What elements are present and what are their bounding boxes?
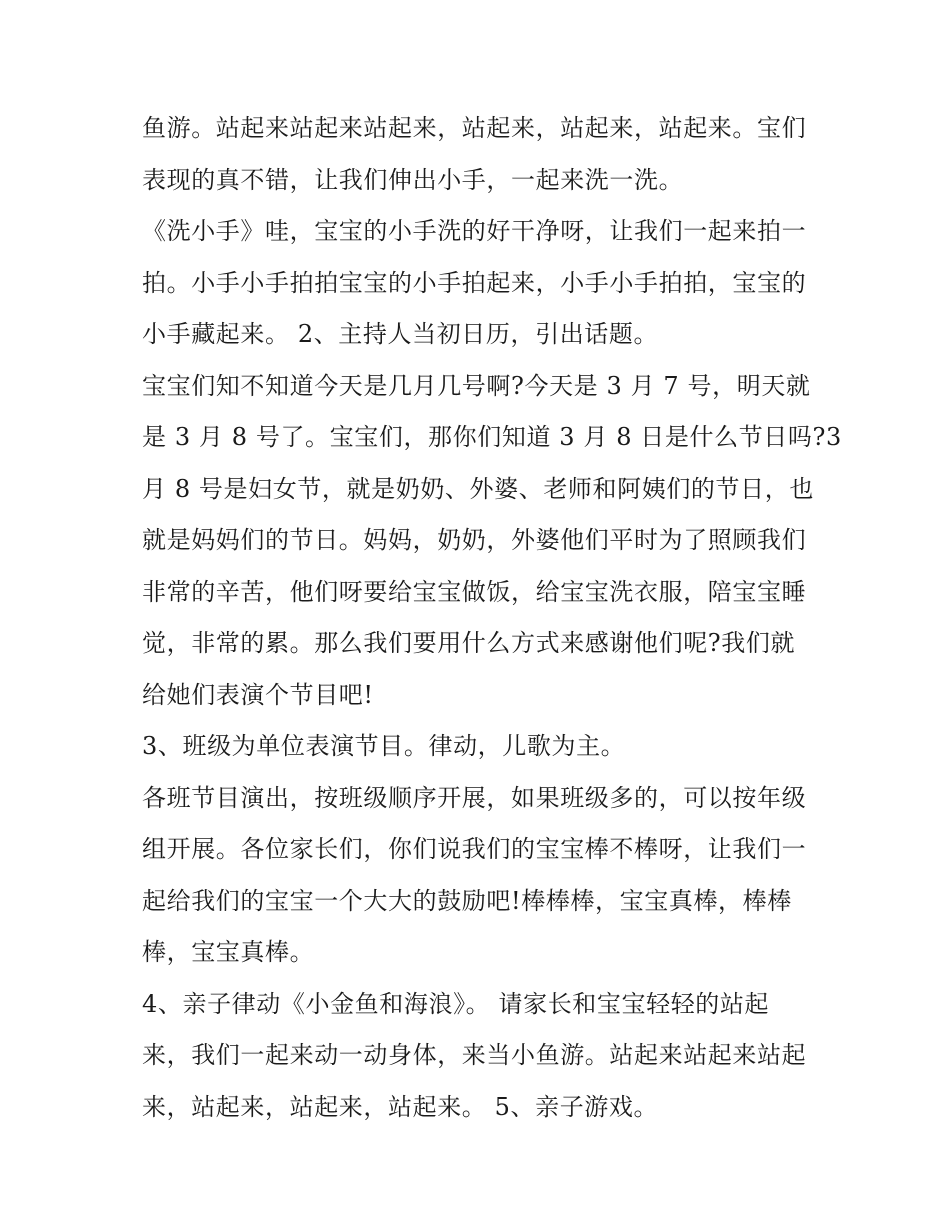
text-line: 给她们表演个节目吧! [142,680,374,709]
text-line: 觉，非常的累。那么我们要用什么方式来感谢他们呢?我们就 [142,629,796,657]
text-line: 小手藏起来。 2、主持人当初日历，引出话题。 [142,320,659,348]
text-line: 是 3 月 8 号了。宝宝们，那你们知道 3 月 8 日是什么节日吗?3 [142,423,842,451]
text-line: 就是妈妈们的节日。妈妈，奶奶，外婆他们平时为了照顾我们 [142,526,807,554]
document-body-text [142,103,842,1133]
text-line: 拍。小手小手拍拍宝宝的小手拍起来，小手小手拍拍，宝宝的 [142,268,807,297]
text-line: 组开展。各位家长们，你们说我们的宝宝棒不棒呀，让我们一 [142,835,807,863]
text-line: 4、亲子律动《小金鱼和海浪》。 请家长和宝宝轻轻的站起 [142,989,770,1018]
text-line: 各班节目演出，按班级顺序开展，如果班级多的，可以按年级 [142,783,807,812]
text-line: 非常的辛苦，他们呀要给宝宝做饭，给宝宝洗衣服，陪宝宝睡 [142,577,807,606]
text-line: 3、班级为单位表演节目。律动，儿歌为主。 [142,732,626,760]
text-line: 起给我们的宝宝一个大大的鼓励吧!棒棒棒，宝宝真棒，棒棒 [142,886,792,915]
text-line: 《洗小手》哇，宝宝的小手洗的好干净呀，让我们一起来拍一 [142,217,807,245]
text-line: 棒，宝宝真棒。 [142,938,315,966]
text-line: 鱼游。站起来站起来站起来，站起来，站起来，站起来。宝们 [142,114,807,142]
text-line: 表现的真不错，让我们伸出小手，一起来洗一洗。 [142,165,684,194]
text-line: 来，站起来，站起来，站起来。 5、亲子游戏。 [142,1092,659,1121]
text-line: 月 8 号是妇女节，就是奶奶、外婆、老师和阿姨们的节日，也 [142,474,814,503]
text-line: 来，我们一起来动一动身体，来当小鱼游。站起来站起来站起 [142,1041,807,1069]
text-line: 宝宝们知不知道今天是几月几号啊?今天是 3 月 7 号，明天就 [142,371,811,400]
